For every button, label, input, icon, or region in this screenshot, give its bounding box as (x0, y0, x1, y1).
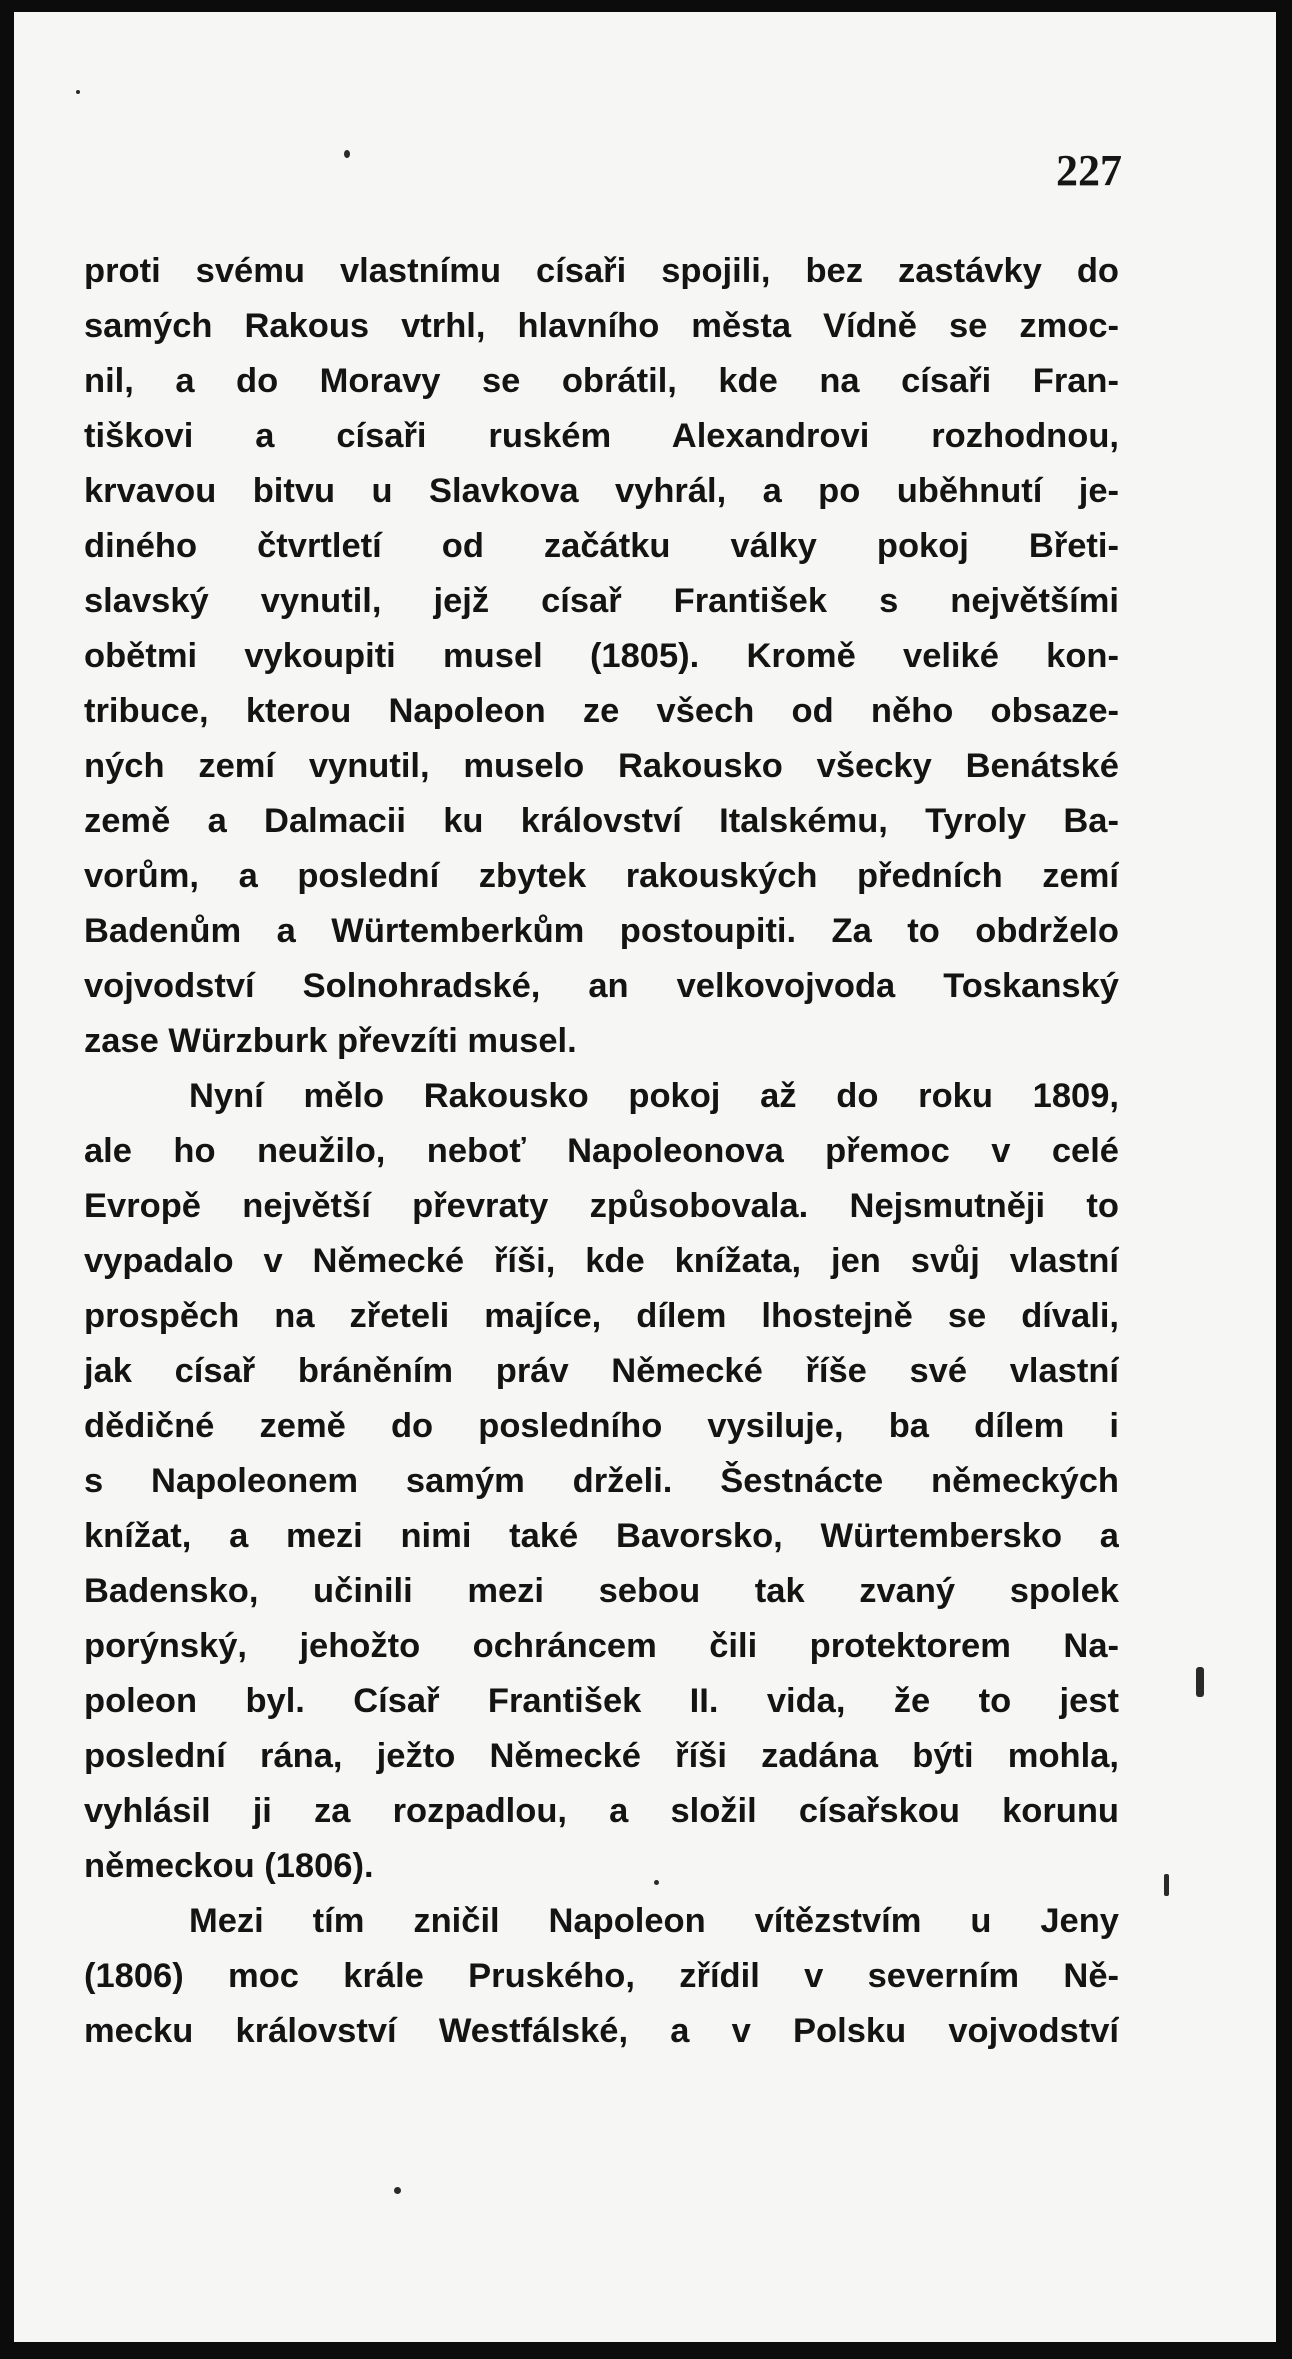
scan-speck (1164, 1874, 1169, 1896)
text-line: porýnský, jehožto ochráncem čili protektorem Na- (84, 1627, 1119, 1665)
scan-speck (1196, 1667, 1204, 1697)
body-text (84, 244, 1119, 2059)
text-line: poleon byl. Císař František II. vida, že to jest (84, 1682, 1119, 1720)
text-line: poslední rána, ježto Německé říši zadána býti mohla, (84, 1737, 1119, 1775)
text-line: vyhlásil ji za rozpadlou, a složil císařskou korunu (84, 1792, 1119, 1830)
book-page (14, 12, 1276, 2342)
text-line: zase Würzburk převzíti musel. (84, 1022, 577, 1060)
text-line: Nyní mělo Rakousko pokoj až do roku 1809, (189, 1077, 1119, 1115)
scan-speck (394, 2187, 401, 2194)
text-line: (1806) moc krále Pruského, zřídil v severním Ně- (84, 1957, 1119, 1995)
text-line: dědičné země do posledního vysiluje, ba dílem i (84, 1407, 1119, 1445)
text-line: Badensko, učinili mezi sebou tak zvaný spolek (84, 1572, 1119, 1610)
text-line: mecku království Westfálské, a v Polsku vojvodství (84, 2012, 1119, 2050)
text-line: slavský vynutil, jejž císař František s největšími (84, 582, 1119, 620)
text-line: samých Rakous vtrhl, hlavního města Vídně se zmoc- (84, 307, 1119, 345)
text-line: krvavou bitvu u Slavkova vyhrál, a po uběhnutí je- (84, 472, 1119, 510)
text-line: prospěch na zřeteli majíce, dílem lhostejně se dívali, (84, 1297, 1119, 1335)
text-line: s Napoleonem samým drželi. Šestnácte německých (84, 1462, 1119, 1500)
text-line: země a Dalmacii ku království Italskému, Tyroly Ba- (84, 802, 1119, 840)
text-line: Evropě největší převraty způsobovala. Nejsmutněji to (84, 1187, 1119, 1225)
text-line: tiškovi a císaři ruském Alexandrovi rozhodnou, (84, 417, 1119, 455)
text-line: ných zemí vynutil, muselo Rakousko všecky Benátské (84, 747, 1119, 785)
text-line: vojvodství Solnohradské, an velkovojvoda Toskanský (84, 967, 1119, 1005)
text-line: knížat, a mezi nimi také Bavorsko, Würtembersko a (84, 1517, 1119, 1555)
scan-speck (344, 150, 350, 158)
text-line: Mezi tím zničil Napoleon vítězstvím u Jeny (189, 1902, 1119, 1940)
text-line: tribuce, kterou Napoleon ze všech od něho obsaze- (84, 692, 1119, 730)
text-line: německou (1806). (84, 1847, 374, 1885)
page-number: 227 (1056, 146, 1122, 195)
text-line: diného čtvrtletí od začátku války pokoj Břeti- (84, 527, 1119, 565)
text-line: proti svému vlastnímu císaři spojili, bez zastávky do (84, 252, 1119, 290)
text-line: vypadalo v Německé říši, kde knížata, jen svůj vlastní (84, 1242, 1119, 1280)
scan-speck (654, 1880, 659, 1885)
text-line: jak císař bráněním práv Německé říše své vlastní (84, 1352, 1119, 1390)
text-line: nil, a do Moravy se obrátil, kde na císaři Fran- (84, 362, 1119, 400)
text-line: vorům, a poslední zbytek rakouských předních zemí (84, 857, 1119, 895)
text-line: Badenům a Würtemberkům postoupiti. Za to obdrželo (84, 912, 1119, 950)
text-line: obětmi vykoupiti musel (1805). Kromě veliké kon- (84, 637, 1119, 675)
text-line: ale ho neužilo, neboť Napoleonova přemoc v celé (84, 1132, 1119, 1170)
scan-speck (76, 90, 80, 94)
